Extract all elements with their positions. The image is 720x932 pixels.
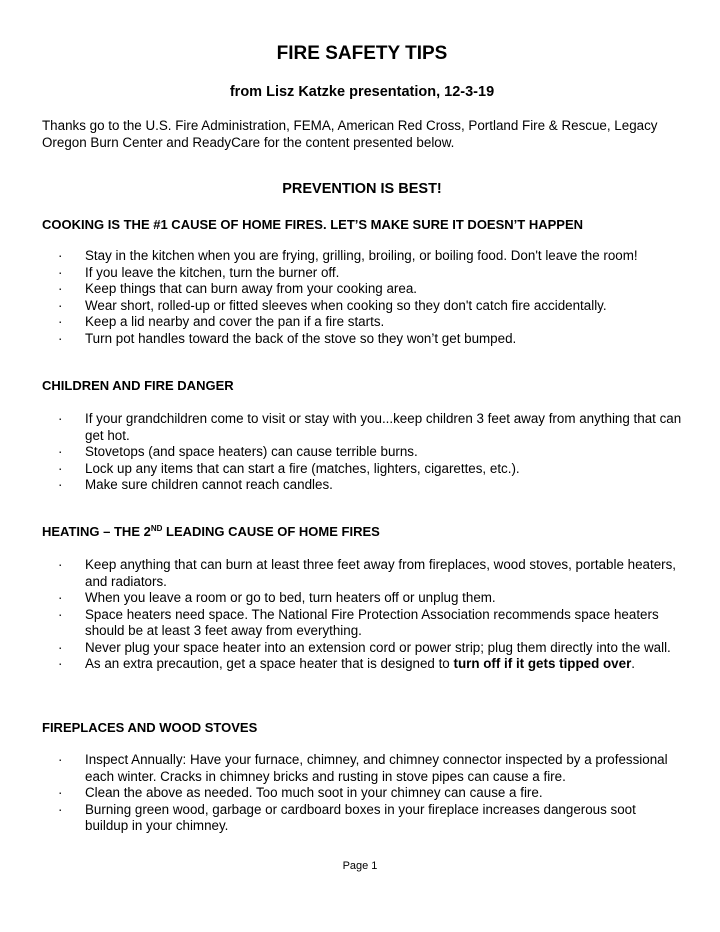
list-item: · Keep anything that can burn at least three feet away from fireplaces, wood stoves, portable heaters, and radiators. — [58, 557, 677, 589]
document-subtitle: from Lisz Katzke presentation, 12-3-19 — [229, 84, 495, 100]
bullet-icon: · — [58, 590, 63, 605]
bullet-icon: · — [58, 330, 63, 346]
bullet-icon: · — [58, 297, 63, 313]
list-item: · If you leave the kitchen, turn the burner off. — [58, 264, 340, 280]
bullet-icon: · — [58, 477, 63, 492]
emphasis-text: turn off if it gets tipped over — [453, 656, 632, 671]
list-item: · Turn pot handles toward the back of the stove so they won’t get bumped. — [58, 330, 517, 346]
cooking-list — [42, 248, 682, 347]
bullet-icon: · — [58, 281, 63, 296]
fireplaces-list — [42, 752, 682, 835]
bullet-icon: · — [58, 639, 63, 655]
bullet-icon: · — [58, 264, 63, 280]
list-item: · Space heaters need space. The National Fire Protection Association recommends space heaters should be at least 3 feet away from everything. — [58, 606, 659, 638]
bullet-icon: · — [58, 801, 63, 817]
bullet-icon: · — [58, 314, 63, 329]
intro-paragraph: Thanks go to the U.S. Fire Administration, FEMA, American Red Cross, Portland Fire & Rescue, Legacy Oregon Burn Center and ReadyCare for the content presented below. — [42, 118, 658, 150]
bullet-icon: · — [58, 444, 63, 459]
list-item: · If your grandchildren come to visit or stay with you...keep children 3 feet away from anything that can get hot. — [58, 411, 682, 443]
bullet-icon: · — [58, 656, 63, 671]
list-item: · Stovetops (and space heaters) can cause terrible burns. — [58, 444, 418, 459]
bullet-icon: · — [58, 785, 63, 800]
heating-list — [42, 557, 682, 673]
list-item: · Make sure children cannot reach candles. — [58, 477, 333, 492]
section-heading-children: CHILDREN AND FIRE DANGER — [42, 378, 234, 393]
list-item: · When you leave a room or go to bed, turn heaters off or unplug them. — [58, 590, 496, 605]
list-item: · Lock up any items that can start a fire (matches, lighters, cigarettes, etc.). — [58, 460, 520, 476]
list-item: · Never plug your space heater into an extension cord or power strip; plug them directly into the wall. — [58, 639, 671, 655]
section-heading-cooking: COOKING IS THE #1 CAUSE OF HOME FIRES. LET’S MAKE SURE IT DOESN’T HAPPEN — [42, 217, 584, 232]
list-item: · Clean the above as needed. Too much soot in your chimney can cause a fire. — [58, 785, 543, 800]
bullet-icon: · — [58, 460, 63, 476]
bullet-icon: · — [58, 557, 63, 572]
bullet-icon: · — [58, 248, 63, 263]
list-item: · Stay in the kitchen when you are frying, grilling, broiling, or boiling food. Don't leave the room! — [58, 248, 638, 263]
page-number: Page 1 — [342, 860, 378, 872]
bullet-icon: · — [58, 606, 63, 622]
bullet-icon: · — [58, 411, 63, 426]
children-list — [42, 411, 682, 494]
document-title: FIRE SAFETY TIPS — [276, 43, 448, 64]
list-item: · Wear short, rolled-up or fitted sleeves when cooking so they don't catch fire accidentally. — [58, 297, 607, 313]
prevention-heading: PREVENTION IS BEST! — [282, 181, 442, 197]
section-heading-heating: HEATING – THE 2ND LEADING CAUSE OF HOME FIRES — [42, 524, 380, 539]
list-item: · Keep things that can burn away from your cooking area. — [58, 281, 417, 296]
list-item: · As an extra precaution, get a space heater that is designed to turn off if it gets tipped over. — [58, 656, 636, 671]
list-item: · Burning green wood, garbage or cardboard boxes in your fireplace increases dangerous soot buildup in your chimney. — [58, 801, 636, 833]
list-item: · Inspect Annually: Have your furnace, chimney, and chimney connector inspected by a professional each winter. Cracks in chimney bricks and rusting in stove pipes can cause a fire. — [58, 752, 668, 784]
section-heading-fireplaces: FIREPLACES AND WOOD STOVES — [42, 720, 258, 735]
bullet-icon: · — [58, 752, 63, 767]
list-item: · Keep a lid nearby and cover the pan if a fire starts. — [58, 314, 385, 329]
